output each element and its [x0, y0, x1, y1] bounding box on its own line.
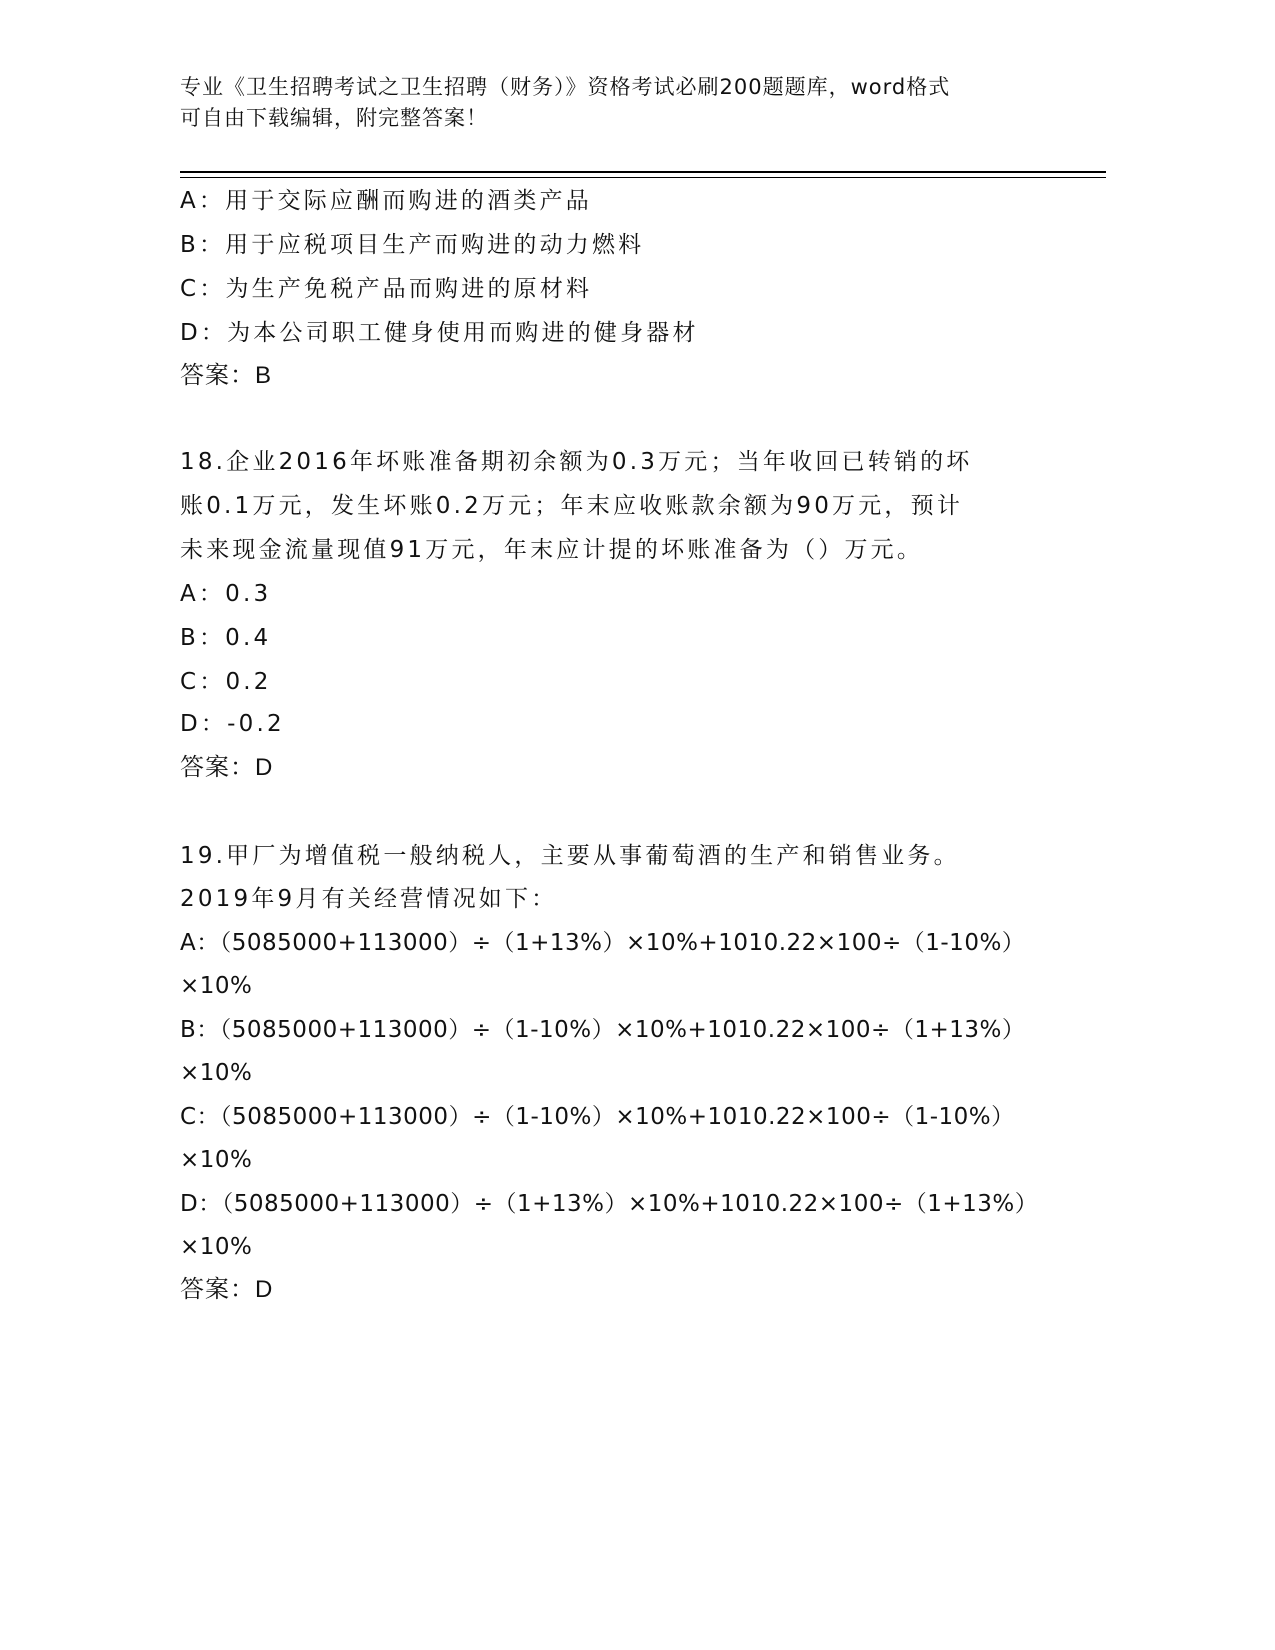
- q18-option-c: C：0.2: [180, 669, 272, 695]
- q17-option-b: B：用于应税项目生产而购进的动力燃料: [180, 232, 645, 258]
- header-line-1: 专业《卫生招聘考试之卫生招聘（财务）》资格考试必刷200题题库，word格式: [180, 75, 951, 99]
- q19-option-a-cont: ×10%: [180, 973, 253, 999]
- q18-stem-1: 18.企业2016年坏账准备期初余额为0.3万元；当年收回已转销的坏: [180, 449, 973, 475]
- q18-stem-3: 未来现金流量现值91万元，年末应计提的坏账准备为（）万元。: [180, 537, 924, 563]
- divider-thick: [180, 171, 1106, 173]
- q17-option-a: A：用于交际应酬而购进的酒类产品: [180, 188, 592, 214]
- q19-option-d: D：（5085000+113000）÷（1+13%）×10%+1010.22×100÷（1+13%）: [180, 1191, 1039, 1217]
- q19-option-c-cont: ×10%: [180, 1147, 253, 1173]
- divider-thin: [180, 177, 1106, 178]
- q18-option-d: D：-0.2: [180, 711, 285, 737]
- q17-option-c: C：为生产免税产品而购进的原材料: [180, 276, 593, 302]
- q19-stem-2: 2019年9月有关经营情况如下：: [180, 886, 558, 912]
- q19-option-c: C：（5085000+113000）÷（1-10%）×10%+1010.22×100÷（1-10%）: [180, 1104, 1015, 1130]
- q19-option-a: A：（5085000+113000）÷（1+13%）×10%+1010.22×100÷（1-10%）: [180, 930, 1026, 956]
- q18-option-b: B：0.4: [180, 625, 272, 651]
- q19-stem-1: 19.甲厂为增值税一般纳税人，主要从事葡萄酒的生产和销售业务。: [180, 843, 960, 869]
- q18-option-a: A：0.3: [180, 581, 272, 607]
- q17-option-d: D：为本公司职工健身使用而购进的健身器材: [180, 320, 699, 346]
- q18-answer: 答案：D: [180, 754, 274, 781]
- q18-stem-2: 账0.1万元，发生坏账0.2万元；年末应收账款余额为90万元，预计: [180, 493, 964, 519]
- q19-answer: 答案：D: [180, 1276, 274, 1303]
- q19-option-d-cont: ×10%: [180, 1234, 253, 1260]
- q17-answer: 答案：B: [180, 362, 273, 389]
- q19-option-b: B：（5085000+113000）÷（1-10%）×10%+1010.22×100÷（1+13%）: [180, 1017, 1026, 1043]
- header-line-2: 可自由下载编辑，附完整答案！: [180, 106, 488, 130]
- q19-option-b-cont: ×10%: [180, 1060, 253, 1086]
